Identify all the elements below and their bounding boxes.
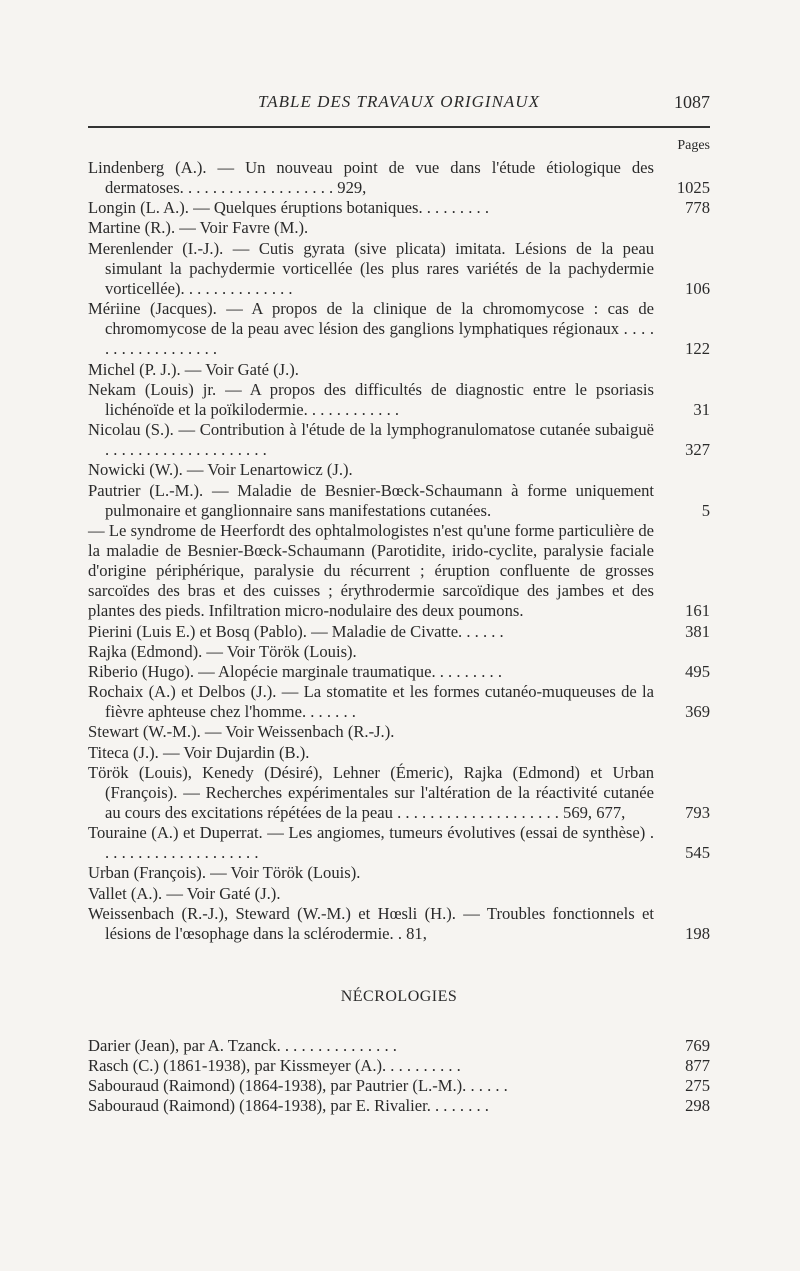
entry-page: 545 — [685, 843, 710, 863]
index-entry — [88, 763, 710, 823]
entry-page: 1025 — [676, 178, 710, 198]
entry-page: 298 — [685, 1096, 710, 1116]
entry-page: 495 — [685, 661, 710, 681]
entry-text: Riberio (Hugo). — Alopécie marginale traumatique. . . . . . . . . — [88, 661, 502, 681]
index-entry — [88, 904, 710, 944]
index-entry — [88, 642, 710, 662]
entry-page: 769 — [685, 1036, 710, 1055]
entry-page: 122 — [685, 339, 710, 359]
entry-text: Vallet (A.). — Voir Gaté (J.). — [88, 883, 281, 903]
necrology-entry — [88, 1056, 710, 1076]
index-entry — [88, 743, 710, 763]
index-entry — [88, 682, 710, 722]
entry-text: Nicolau (S.). — Contribution à l'étude de la lymphogranulomatose cutanée subaiguë . . . . . . . . . . . . . . . . . . . . — [88, 420, 654, 460]
index-entry — [88, 420, 710, 460]
necrologies-heading: NÉCROLOGIES — [340, 988, 458, 1005]
index-entry-continuation — [88, 521, 710, 622]
index-entry — [88, 863, 710, 883]
index-entry — [88, 158, 710, 198]
entry-text: Nowicki (W.). — Voir Lenartowicz (J.). — [88, 460, 353, 480]
entry-text: Sabouraud (Raimond) (1864-1938), par E. Rivalier. . . . . . . . — [88, 1096, 489, 1116]
pages-column-label: Pages — [677, 138, 710, 153]
index-entry — [88, 662, 710, 682]
entry-page: 877 — [685, 1056, 710, 1076]
entry-text: Sabouraud (Raimond) (1864-1938), par Pautrier (L.-M.). . . . . . — [88, 1076, 508, 1096]
entry-text: Rajka (Edmond). — Voir Török (Louis). — [88, 641, 357, 661]
index-entry — [88, 380, 710, 420]
entry-text: Stewart (W.-M.). — Voir Weissenbach (R.-J.). — [88, 722, 395, 742]
entry-page: 275 — [685, 1076, 710, 1096]
entry-text: Titeca (J.). — Voir Dujardin (B.). — [88, 742, 310, 762]
header-rule — [88, 126, 710, 128]
page-number: 1087 — [674, 92, 710, 112]
entry-text: Pierini (Luis E.) et Bosq (Pablo). — Maladie de Civatte. . . . . . — [88, 621, 504, 641]
entry-text: Török (Louis), Kenedy (Désiré), Lehner (Émeric), Rajka (Edmond) et Urban (François). — Recherches expérimentales sur l'altération de la réactivité cutanée au cours des excitations répétées de la peau . . . . . . . . . . . . . . . . . . . . 569, 677, — [88, 762, 654, 822]
index-entry — [88, 460, 710, 480]
entry-text: Urban (François). — Voir Török (Louis). — [88, 863, 361, 883]
entry-text: Mériine (Jacques). — A propos de la clinique de la chromomycose : cas de chromomycose de la peau avec lésion des ganglions lymphatiques régionaux . . . . . . . . . . . . . . . . . . — [88, 299, 654, 359]
index-entry — [88, 360, 710, 380]
index-entry — [88, 722, 710, 742]
index-entry — [88, 622, 710, 642]
entry-text: Merenlender (I.-J.). — Cutis gyrata (sive plicata) imitata. Lésions de la peau simulant la pachydermie vorticellée (les plus rares variétés de la pachydermie vorticellée). . . . . . . . . . . . . . — [88, 238, 654, 298]
index-entry — [88, 481, 710, 521]
necrologies-list — [88, 1036, 710, 1117]
entry-page: 381 — [685, 621, 710, 641]
index-entry — [88, 198, 710, 218]
entry-page: 327 — [685, 440, 710, 460]
index-entry — [88, 239, 710, 299]
entry-page: 5 — [701, 500, 710, 520]
index-entry — [88, 823, 710, 863]
entry-text: Pautrier (L.-M.). — Maladie de Besnier-Bœck-Schaumann à forme uniquement pulmonaire et ganglionnaire sans manifestations cutanées. — [88, 480, 654, 520]
entry-text: Nekam (Louis) jr. — A propos des difficultés de diagnostic entre le psoriasis lichénoïde et la poïkilodermie. . . . . . . . . . . . — [88, 379, 654, 419]
index-entry — [88, 299, 710, 359]
entry-text: Darier (Jean), par A. Tzanck. . . . . . . . . . . . . . . — [88, 1036, 397, 1055]
entry-page: 161 — [685, 601, 710, 621]
entry-text: Touraine (A.) et Duperrat. — Les angiomes, tumeurs évolutives (essai de synthèse) . . . . . . . . . . . . . . . . . . . . — [88, 823, 654, 863]
entry-text: Rochaix (A.) et Delbos (J.). — La stomatite et les formes cutanéo-muqueuses de la fièvre aphteuse chez l'homme. . . . . . . — [88, 682, 654, 722]
author-index-list — [88, 158, 710, 944]
entry-text: Martine (R.). — Voir Favre (M.). — [88, 218, 309, 238]
entry-page: 106 — [685, 278, 710, 298]
index-entry — [88, 884, 710, 904]
entry-page: 198 — [685, 923, 710, 943]
entry-text: Lindenberg (A.). — Un nouveau point de vue dans l'étude étiologique des dermatoses. . . . . . . . . . . . . . . . . . . 929, — [88, 158, 654, 198]
index-entry — [88, 218, 710, 238]
entry-page: 778 — [685, 198, 710, 218]
running-title: TABLE DES TRAVAUX ORIGINAUX — [258, 92, 540, 111]
entry-text: Weissenbach (R.-J.), Steward (W.-M.) et Hœsli (H.). — Troubles fonctionnels et lésions de l'œsophage dans la sclérodermie. . 81, — [88, 903, 654, 943]
entry-text: Longin (L. A.). — Quelques éruptions botaniques. . . . . . . . . — [88, 198, 489, 218]
necrology-entry — [88, 1076, 710, 1096]
entry-text: Michel (P. J.). — Voir Gaté (J.). — [88, 359, 299, 379]
entry-page: 31 — [693, 399, 710, 419]
entry-text: — Le syndrome de Heerfordt des ophtalmologistes n'est qu'une forme particulière de la maladie de Besnier-Bœck-Schaumann (Parotidite, irido-cyclite, paralysie faciale d'origine périphérique, paralysie du récurrent ; éruption confluente de grosses sarcoïdes des bras et des cuisses ; érythrodermie sarcoïdique des jambes et des plantes des pieds. Infiltration micro-nodulaire des deux poumons. — [88, 520, 654, 621]
entry-page: 369 — [685, 702, 710, 722]
entry-text: Rasch (C.) (1861-1938), par Kissmeyer (A.). . . . . . . . . . — [88, 1056, 461, 1076]
page-header — [88, 92, 710, 118]
necrology-entry — [88, 1036, 710, 1056]
entry-page: 793 — [685, 803, 710, 822]
necrology-entry — [88, 1096, 710, 1116]
